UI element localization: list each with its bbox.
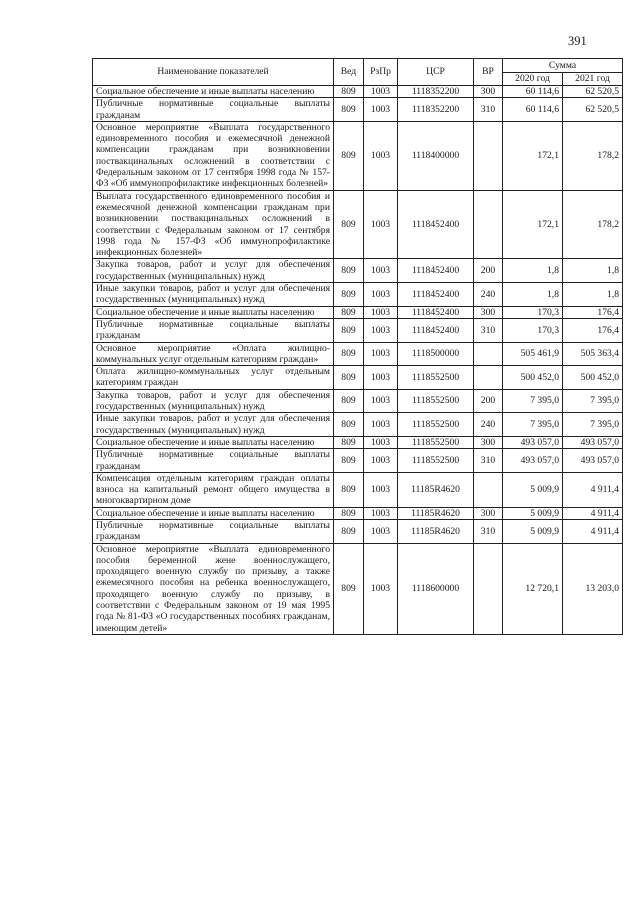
- row-name: Публичные нормативные социальные выплаты гражданам: [93, 318, 334, 342]
- row-rzpr: 1003: [364, 342, 398, 366]
- table-row: [93, 436, 623, 448]
- table-row: [93, 449, 623, 473]
- row-rzpr: 1003: [364, 436, 398, 448]
- row-ved: 809: [334, 190, 364, 259]
- row-rzpr: 1003: [364, 283, 398, 307]
- row-vr: 240: [474, 413, 503, 437]
- row-sum-2020: 170,3: [503, 318, 563, 342]
- row-vr: [474, 366, 503, 390]
- table-row: [93, 507, 623, 519]
- row-rzpr: 1003: [364, 413, 398, 437]
- row-csr: 1118452400: [398, 259, 474, 283]
- row-vr: 310: [474, 519, 503, 543]
- row-sum-2020: 60 114,6: [503, 98, 563, 122]
- row-ved: 809: [334, 98, 364, 122]
- row-sum-2021: 4 911,4: [563, 472, 623, 507]
- row-name: Иные закупки товаров, работ и услуг для обеспечения государственных (муниципальных) нужд: [93, 413, 334, 437]
- row-vr: 200: [474, 259, 503, 283]
- row-name: Основное мероприятие «Выплата единовременного пособия беременной жене военнослужащего, проходящего военную службу по призыву, а также ежемесячного пособия на ребенка военнослужащего, проходящего военную службу по призыву, в соответствии с Федеральным законом от 19 мая 1995 года № 81-ФЗ «О государственных пособиях гражданам, имеющим детей»: [93, 543, 334, 634]
- row-csr: 11185R4620: [398, 507, 474, 519]
- row-vr: 300: [474, 507, 503, 519]
- row-name: Социальное обеспечение и иные выплаты населению: [93, 86, 334, 98]
- row-csr: 1118552500: [398, 436, 474, 448]
- row-ved: 809: [334, 121, 364, 190]
- table-row: [93, 259, 623, 283]
- row-ved: 809: [334, 306, 364, 318]
- row-sum-2021: 62 520,5: [563, 98, 623, 122]
- header-sum: Сумма: [503, 59, 623, 73]
- row-sum-2021: 493 057,0: [563, 449, 623, 473]
- table-row: [93, 86, 623, 98]
- row-csr: 1118452400: [398, 190, 474, 259]
- row-name: Публичные нормативные социальные выплаты гражданам: [93, 519, 334, 543]
- row-rzpr: 1003: [364, 121, 398, 190]
- row-name: Основное мероприятие «Выплата государственного единовременного пособия и ежемесячной денежной компенсации гражданам при возникновении поствакцинальных осложнений в соответствии с Федеральным законом от 17 сентября 1998 года № 157-ФЗ «Об иммунопрофилактике инфекционных болезней»: [93, 121, 334, 190]
- row-sum-2020: 7 395,0: [503, 389, 563, 413]
- row-ved: 809: [334, 259, 364, 283]
- row-name: Закупка товаров, работ и услуг для обеспечения государственных (муниципальных) нужд: [93, 389, 334, 413]
- row-rzpr: 1003: [364, 190, 398, 259]
- row-rzpr: 1003: [364, 449, 398, 473]
- table-row: [93, 389, 623, 413]
- row-name: Социальное обеспечение и иные выплаты населению: [93, 436, 334, 448]
- row-name: Иные закупки товаров, работ и услуг для обеспечения государственных (муниципальных) нужд: [93, 283, 334, 307]
- row-sum-2020: 5 009,9: [503, 472, 563, 507]
- header-ved: Вед: [334, 59, 364, 86]
- row-ved: 809: [334, 413, 364, 437]
- row-name: Компенсация отдельным категориям граждан оплаты взноса на капитальный ремонт общего имущества в многоквартирном доме: [93, 472, 334, 507]
- row-ved: 809: [334, 472, 364, 507]
- table-row: [93, 306, 623, 318]
- row-rzpr: 1003: [364, 318, 398, 342]
- row-sum-2021: 176,4: [563, 318, 623, 342]
- row-csr: 11185R4620: [398, 472, 474, 507]
- row-sum-2021: 7 395,0: [563, 389, 623, 413]
- row-ved: 809: [334, 543, 364, 634]
- table-row: [93, 519, 623, 543]
- row-sum-2020: 1,8: [503, 283, 563, 307]
- row-sum-2020: 493 057,0: [503, 436, 563, 448]
- row-ved: 809: [334, 86, 364, 98]
- row-name: Публичные нормативные социальные выплаты гражданам: [93, 449, 334, 473]
- row-name: Оплата жилищно-коммунальных услуг отдельным категориям граждан: [93, 366, 334, 390]
- row-vr: [474, 342, 503, 366]
- row-sum-2021: 7 395,0: [563, 413, 623, 437]
- table-row: [93, 413, 623, 437]
- row-name: Публичные нормативные социальные выплаты гражданам: [93, 98, 334, 122]
- row-name: Основное мероприятие «Оплата жилищно-коммунальных услуг отдельным категориям граждан»: [93, 342, 334, 366]
- row-name: Закупка товаров, работ и услуг для обеспечения государственных (муниципальных) нужд: [93, 259, 334, 283]
- row-vr: 300: [474, 306, 503, 318]
- row-sum-2021: 13 203,0: [563, 543, 623, 634]
- row-name: Социальное обеспечение и иные выплаты населению: [93, 507, 334, 519]
- page-number: 391: [568, 34, 587, 48]
- header-row: [93, 59, 623, 73]
- table-row: [93, 318, 623, 342]
- row-sum-2021: 178,2: [563, 121, 623, 190]
- row-sum-2021: 500 452,0: [563, 366, 623, 390]
- row-csr: 1118400000: [398, 121, 474, 190]
- header-year-2020: 2020 год: [503, 72, 563, 86]
- row-csr: 1118452400: [398, 318, 474, 342]
- row-ved: 809: [334, 389, 364, 413]
- table-row: [93, 283, 623, 307]
- row-sum-2021: 176,4: [563, 306, 623, 318]
- row-sum-2021: 62 520,5: [563, 86, 623, 98]
- row-rzpr: 1003: [364, 543, 398, 634]
- row-sum-2021: 178,2: [563, 190, 623, 259]
- row-vr: 300: [474, 86, 503, 98]
- row-csr: 1118500000: [398, 342, 474, 366]
- row-csr: 11185R4620: [398, 519, 474, 543]
- row-rzpr: 1003: [364, 519, 398, 543]
- table-body: [93, 86, 623, 635]
- row-sum-2020: 60 114,6: [503, 86, 563, 98]
- header-csr: ЦСР: [398, 59, 474, 86]
- row-sum-2021: 1,8: [563, 259, 623, 283]
- row-vr: 240: [474, 283, 503, 307]
- row-csr: 1118452400: [398, 306, 474, 318]
- row-vr: [474, 543, 503, 634]
- header-rzpr: РзПр: [364, 59, 398, 86]
- row-sum-2021: 505 363,4: [563, 342, 623, 366]
- row-rzpr: 1003: [364, 306, 398, 318]
- table-row: [93, 121, 623, 190]
- row-csr: 1118352200: [398, 98, 474, 122]
- header-vr: ВР: [474, 59, 503, 86]
- row-ved: 809: [334, 283, 364, 307]
- row-name: Социальное обеспечение и иные выплаты населению: [93, 306, 334, 318]
- row-rzpr: 1003: [364, 472, 398, 507]
- table-row: [93, 543, 623, 634]
- row-vr: [474, 190, 503, 259]
- row-sum-2021: 1,8: [563, 283, 623, 307]
- row-vr: 200: [474, 389, 503, 413]
- row-csr: 1118552500: [398, 449, 474, 473]
- row-ved: 809: [334, 507, 364, 519]
- row-sum-2021: 493 057,0: [563, 436, 623, 448]
- row-ved: 809: [334, 318, 364, 342]
- table-row: [93, 190, 623, 259]
- header-year-2021: 2021 год: [563, 72, 623, 86]
- row-sum-2021: 4 911,4: [563, 519, 623, 543]
- row-rzpr: 1003: [364, 389, 398, 413]
- table-row: [93, 342, 623, 366]
- table-row: [93, 366, 623, 390]
- row-rzpr: 1003: [364, 366, 398, 390]
- row-vr: 310: [474, 318, 503, 342]
- row-ved: 809: [334, 342, 364, 366]
- row-name: Выплата государственного единовременного пособия и ежемесячной денежной компенсации гражданам при возникновении поствакцинальных осложнений в соответствии с Федеральным законом от 17 сентября 1998 года № 157-ФЗ «Об иммунопрофилактике инфекционных болезней»: [93, 190, 334, 259]
- row-rzpr: 1003: [364, 507, 398, 519]
- row-ved: 809: [334, 436, 364, 448]
- budget-table: [92, 58, 623, 635]
- row-sum-2020: 500 452,0: [503, 366, 563, 390]
- row-sum-2020: 5 009,9: [503, 519, 563, 543]
- row-sum-2020: 12 720,1: [503, 543, 563, 634]
- row-csr: 1118552500: [398, 413, 474, 437]
- row-ved: 809: [334, 366, 364, 390]
- row-csr: 1118552500: [398, 389, 474, 413]
- row-sum-2021: 4 911,4: [563, 507, 623, 519]
- row-csr: 1118600000: [398, 543, 474, 634]
- row-sum-2020: 170,3: [503, 306, 563, 318]
- row-vr: [474, 121, 503, 190]
- row-rzpr: 1003: [364, 259, 398, 283]
- row-csr: 1118352200: [398, 86, 474, 98]
- row-sum-2020: 1,8: [503, 259, 563, 283]
- row-sum-2020: 493 057,0: [503, 449, 563, 473]
- header-name: Наименование показателей: [93, 59, 334, 86]
- row-vr: 310: [474, 98, 503, 122]
- row-ved: 809: [334, 519, 364, 543]
- row-ved: 809: [334, 449, 364, 473]
- row-vr: 310: [474, 449, 503, 473]
- row-csr: 1118552500: [398, 366, 474, 390]
- row-sum-2020: 7 395,0: [503, 413, 563, 437]
- row-sum-2020: 172,1: [503, 121, 563, 190]
- row-sum-2020: 172,1: [503, 190, 563, 259]
- table-row: [93, 472, 623, 507]
- table-row: [93, 98, 623, 122]
- row-vr: 300: [474, 436, 503, 448]
- row-rzpr: 1003: [364, 86, 398, 98]
- row-csr: 1118452400: [398, 283, 474, 307]
- row-sum-2020: 5 009,9: [503, 507, 563, 519]
- row-vr: [474, 472, 503, 507]
- row-rzpr: 1003: [364, 98, 398, 122]
- row-sum-2020: 505 461,9: [503, 342, 563, 366]
